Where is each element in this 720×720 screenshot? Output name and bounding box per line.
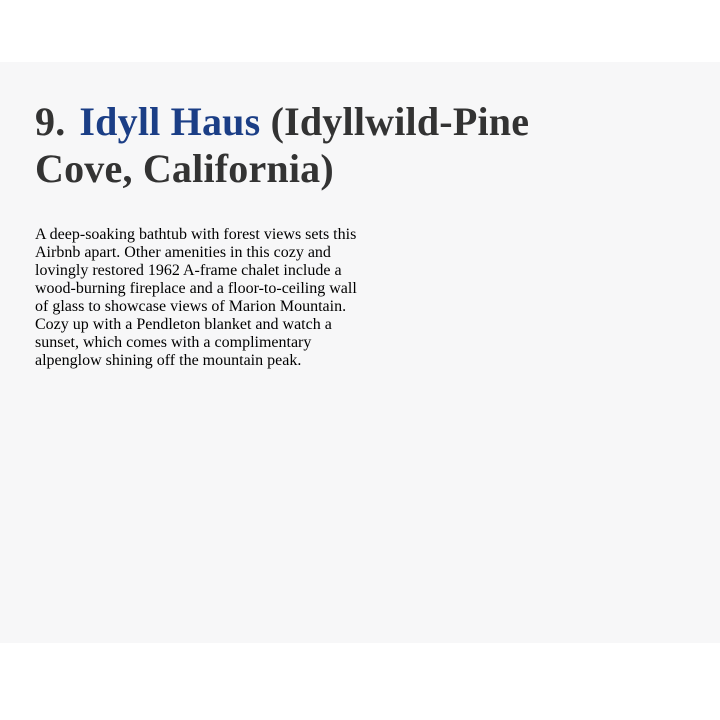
description-line: lovingly restored 1962 A-frame chalet include a [35,262,342,279]
description-line: of glass to showcase views of Marion Mountain. [35,298,347,315]
description-line: Airbnb apart. Other amenities in this cozy and [35,244,331,261]
description-line: wood-burning fireplace and a floor-to-ceiling wall [35,280,357,297]
listing-link[interactable]: Idyll Haus [79,99,261,144]
listing-heading-line-1 [35,98,692,145]
description-line: Cozy up with a Pendleton blanket and watch a [35,316,332,333]
description-line: A deep-soaking bathtub with forest views sets this [35,226,357,243]
listing-rank: 9. [35,99,66,144]
listing-heading-line-2: Cove, California) [35,146,334,191]
listing-heading [35,98,692,192]
listing-location-part1: (Idyllwild-Pine [260,99,530,144]
article-panel [0,62,720,643]
description-line: sunset, which comes with a complimentary [35,334,312,351]
description-line: alpenglow shining off the mountain peak. [35,352,302,369]
